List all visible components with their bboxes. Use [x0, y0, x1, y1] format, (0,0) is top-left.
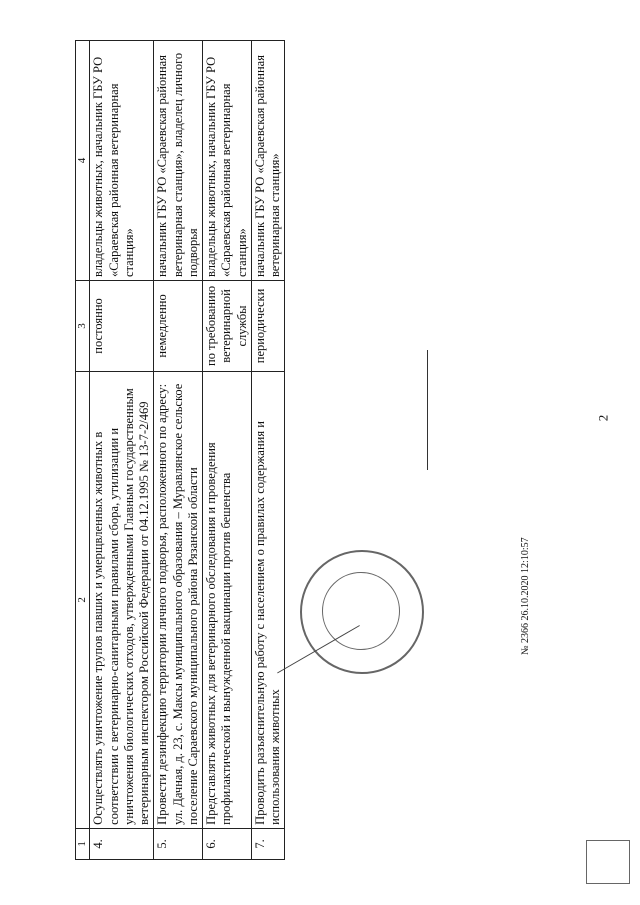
document-barcode [586, 840, 630, 884]
measure-text: Осуществлять уничтожение трупов павших и умерщвленных животных в соответствии с ветеринарно-санитарными правилами сбора, утилизации и уничтожения биологических отходов, утвержденными Главным государственным ветеринарным инспектором Российской Федерации от 04.12.1995 № 13-7-2/469 [90, 371, 154, 828]
row-number: 6. [203, 828, 252, 859]
signature-line [427, 350, 428, 470]
measure-text: Представлять животных для ветеринарного обследования и проведения профилактической и вынужденной вакцинации против бешенства [203, 371, 252, 828]
header-col-1: 1 [76, 828, 90, 859]
document-registration: № 2366 26.10.2020 12:10:57 [520, 537, 531, 655]
row-number: 4. [90, 828, 154, 859]
responsible-text: владельцы животных, начальник ГБУ РО «Сараевская районная ветеринарная станция» [90, 41, 154, 281]
table-row [90, 41, 154, 860]
table-row [251, 41, 285, 860]
table-row [203, 41, 252, 860]
row-number: 5. [154, 828, 203, 859]
measure-text: Провести дезинфекцию территории личного подворья, расположенного по адресу: ул. Дачная, д. 23, с. Максы муниципального образования – Муравлянское сельское поселение Сараевского муниципального района Рязанской области [154, 371, 203, 828]
term-text: постоянно [90, 281, 154, 372]
term-text: немедленно [154, 281, 203, 372]
measure-text: Проводить разъяснительную работу с населением о правилах содержания и использования животных [251, 371, 285, 828]
term-text: по требованию ветеринарной службы [203, 281, 252, 372]
responsible-text: начальник ГБУ РО «Сараевская районная ветеринарная станция», владелец личного подворья [154, 41, 203, 281]
header-col-3: 3 [76, 281, 90, 372]
term-text: периодически [251, 281, 285, 372]
table-row [154, 41, 203, 860]
rotated-table-wrapper [75, 40, 390, 860]
responsible-text: начальник ГБУ РО «Сараевская районная ветеринарная станция» [251, 41, 285, 281]
table-header-row [76, 41, 90, 860]
header-col-2: 2 [76, 371, 90, 828]
page-number: 2 [595, 414, 611, 422]
header-col-4: 4 [76, 41, 90, 281]
row-number: 7. [251, 828, 285, 859]
measures-table [75, 40, 285, 860]
responsible-text: владельцы животных, начальник ГБУ РО «Сараевская районная ветеринарная станция» [203, 41, 252, 281]
